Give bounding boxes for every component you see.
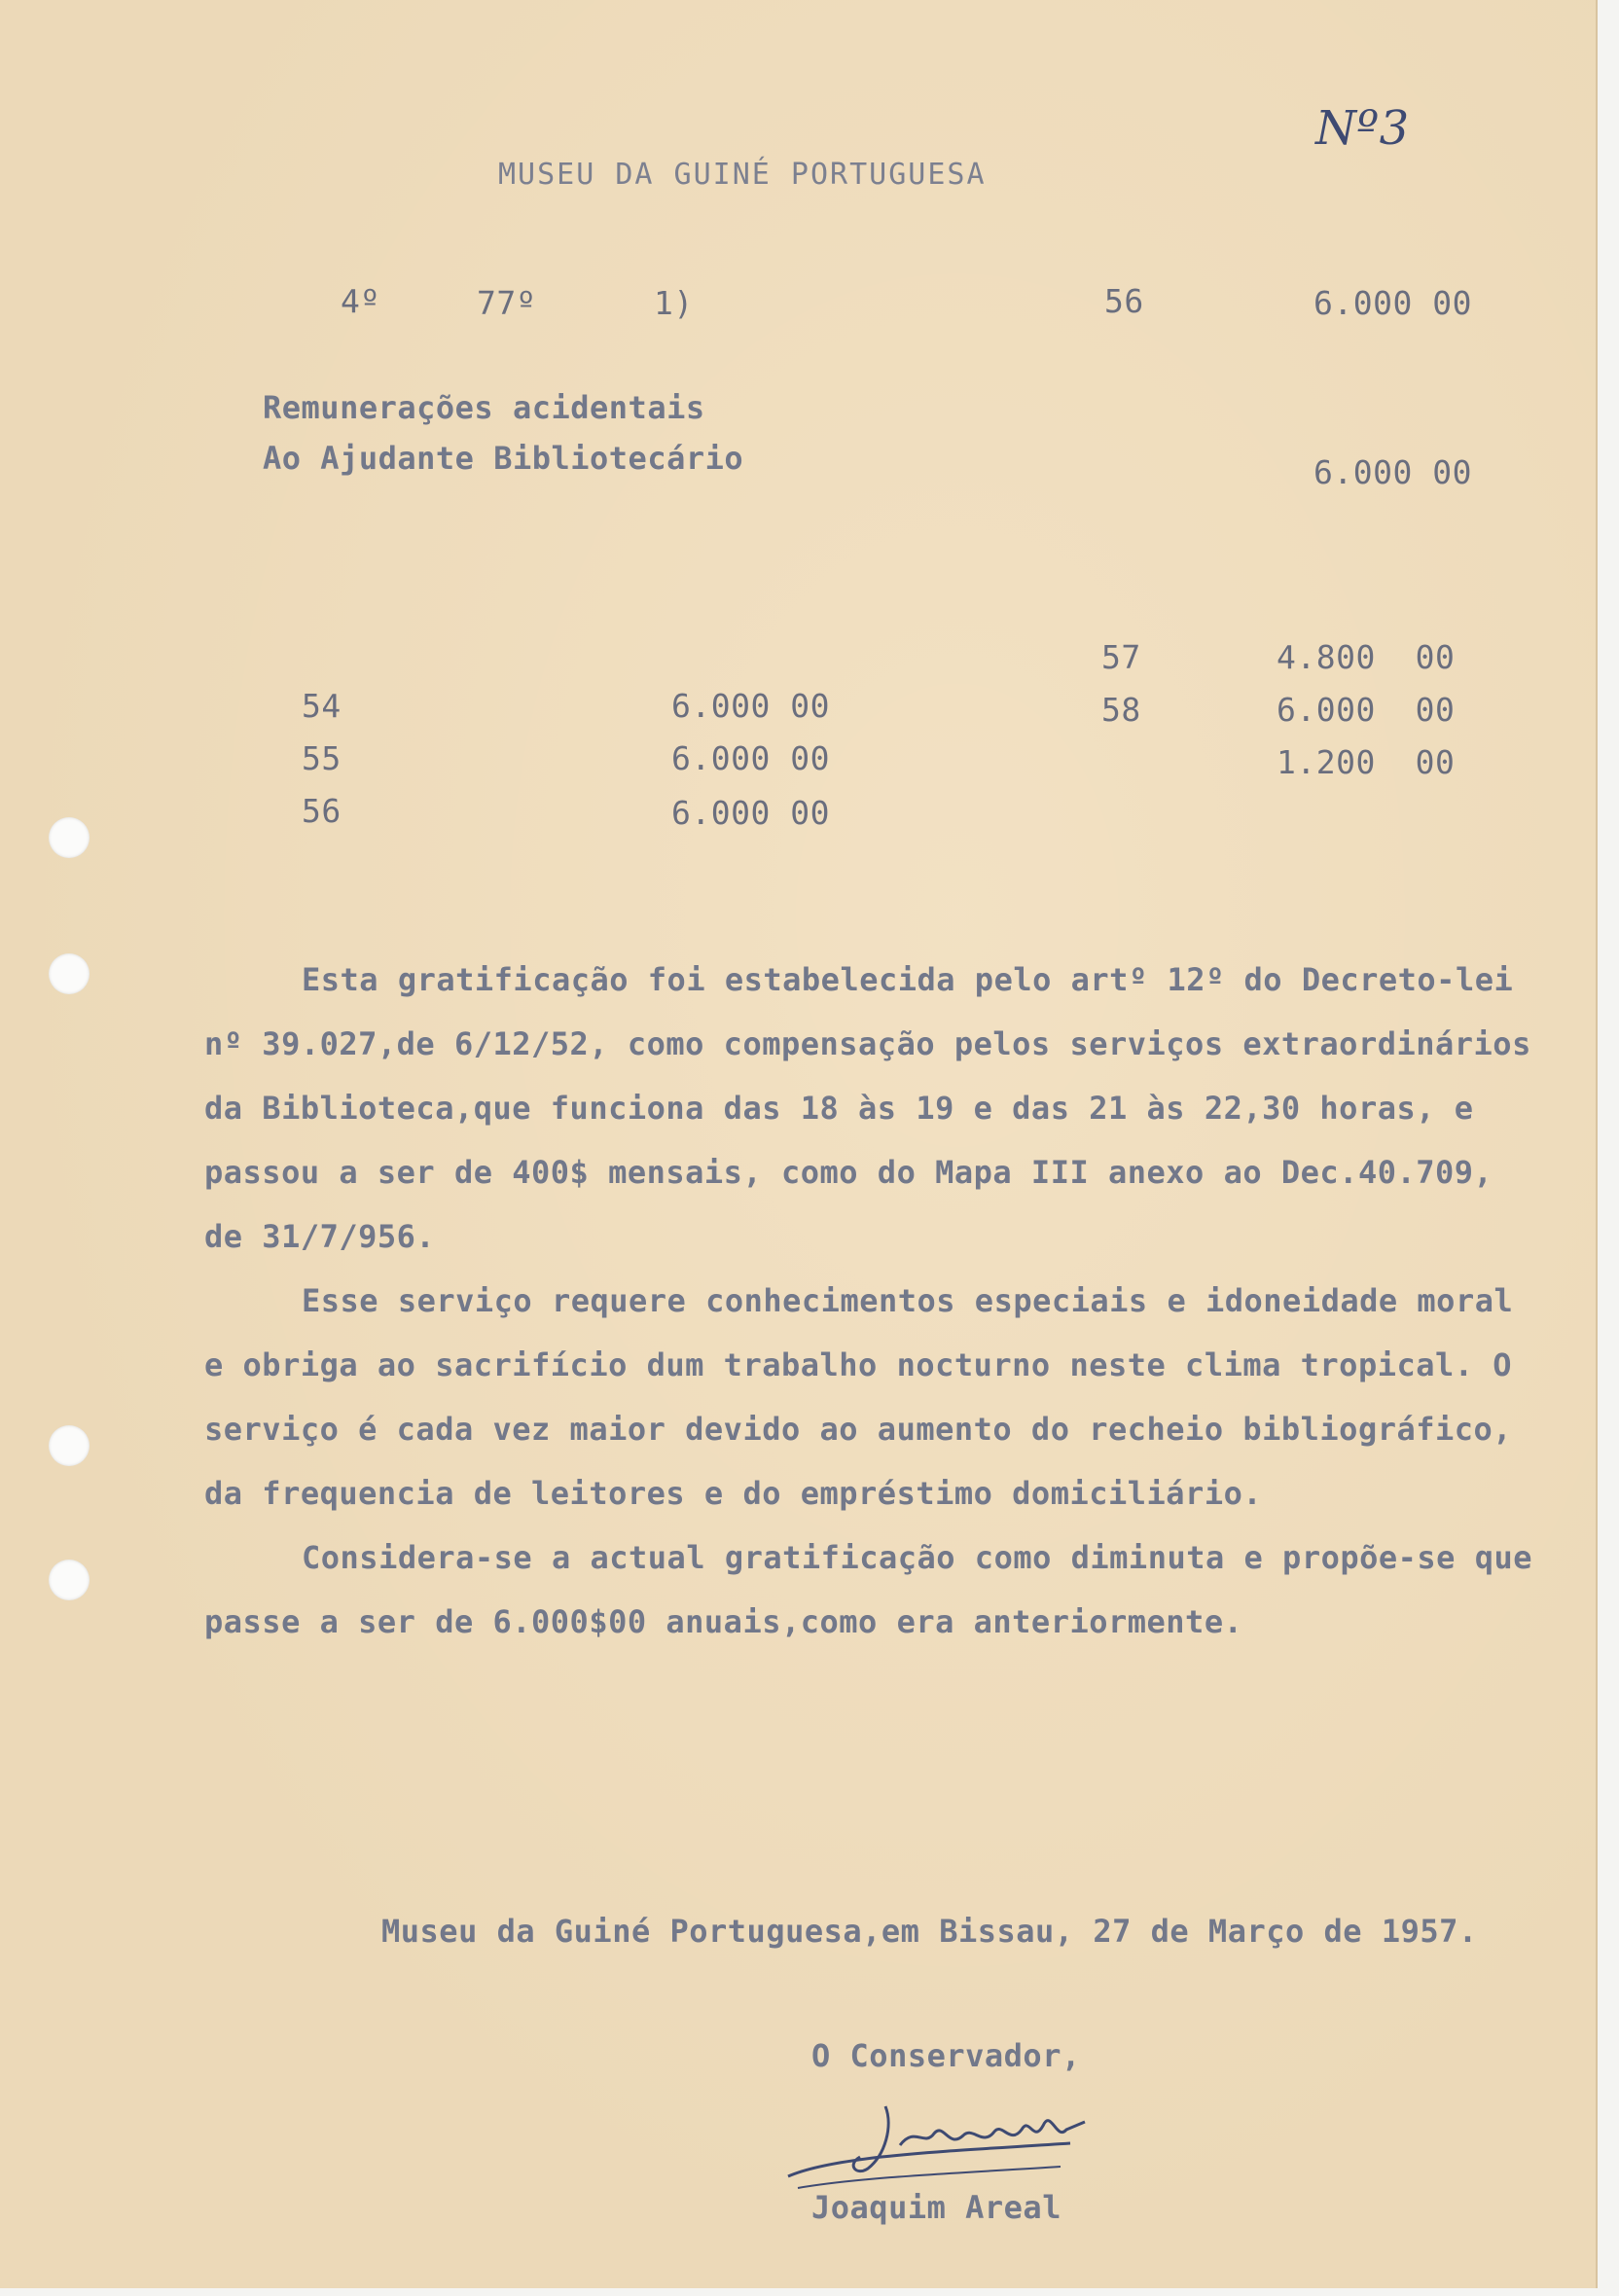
- signatory-role: O Conservador,: [811, 2037, 1081, 2074]
- paragraph-2-line: Esse serviço requere conhecimentos especiais e idoneidade moral: [302, 1282, 1514, 1319]
- paragraph-3-line: Considera-se a actual gratificação como diminuta e propõe-se que: [302, 1539, 1532, 1576]
- reference-col-d: 56: [1104, 282, 1144, 320]
- table-row-year: 56: [302, 792, 342, 830]
- section-heading-line1: Remunerações acidentais: [263, 389, 705, 426]
- paragraph-1-line: da Biblioteca,que funciona das 18 às 19 e das 21 às 22,30 horas, e: [204, 1090, 1474, 1127]
- table-row-amount: 6.000 00: [671, 794, 830, 832]
- table-row-amount: 4.800 00: [1277, 638, 1456, 676]
- punch-hole: [49, 1425, 90, 1466]
- reference-col-a: 4º: [341, 282, 380, 320]
- handwritten-document-number: Nº3: [1315, 101, 1410, 156]
- paragraph-2-line: da frequencia de leitores e do empréstimo domiciliário.: [204, 1475, 1263, 1512]
- punch-hole: [49, 1560, 90, 1600]
- table-row-amount: 6.000 00: [1277, 691, 1456, 729]
- paragraph-1-line: nº 39.027,de 6/12/52, como compensação pelos serviços extraordinários: [204, 1025, 1531, 1062]
- paragraph-2-line: e obriga ao sacrifício dum trabalho nocturno neste clima tropical. O: [204, 1346, 1513, 1383]
- table-row-year: 57: [1101, 638, 1141, 676]
- signatory-name: Joaquim Areal: [811, 2189, 1061, 2226]
- section-heading-line2: Ao Ajudante Bibliotecário: [263, 440, 744, 477]
- institution-header: MUSEU DA GUINÉ PORTUGUESA: [498, 158, 987, 192]
- table-row-year: 58: [1101, 691, 1141, 729]
- punch-hole: [49, 817, 90, 858]
- reference-col-c: 1): [654, 284, 694, 322]
- table-row-amount: 6.000 00: [671, 687, 830, 725]
- paragraph-3-line: passe a ser de 6.000$00 anuais,como era anteriormente.: [204, 1603, 1243, 1640]
- table-row-amount: 1.200 00: [1277, 743, 1456, 781]
- reference-amount: 6.000 00: [1313, 284, 1472, 322]
- paragraph-1-line: Esta gratificação foi estabelecida pelo artº 12º do Decreto-lei: [302, 961, 1514, 998]
- punch-hole: [49, 953, 90, 994]
- paragraph-2-line: serviço é cada vez maior devido ao aumento do recheio bibliográfico,: [204, 1411, 1513, 1448]
- paragraph-1-line: de 31/7/956.: [204, 1218, 436, 1255]
- paragraph-1-line: passou a ser de 400$ mensais, como do Mapa III anexo ao Dec.40.709,: [204, 1154, 1493, 1191]
- table-row-amount: 6.000 00: [671, 739, 830, 777]
- place-and-date: Museu da Guiné Portuguesa,em Bissau, 27 de Março de 1957.: [381, 1913, 1478, 1950]
- heading-amount: 6.000 00: [1313, 453, 1472, 491]
- reference-col-b: 77º: [477, 284, 537, 322]
- table-row-year: 54: [302, 687, 342, 725]
- handwritten-signature: [778, 2087, 1099, 2204]
- table-row-year: 55: [302, 739, 342, 777]
